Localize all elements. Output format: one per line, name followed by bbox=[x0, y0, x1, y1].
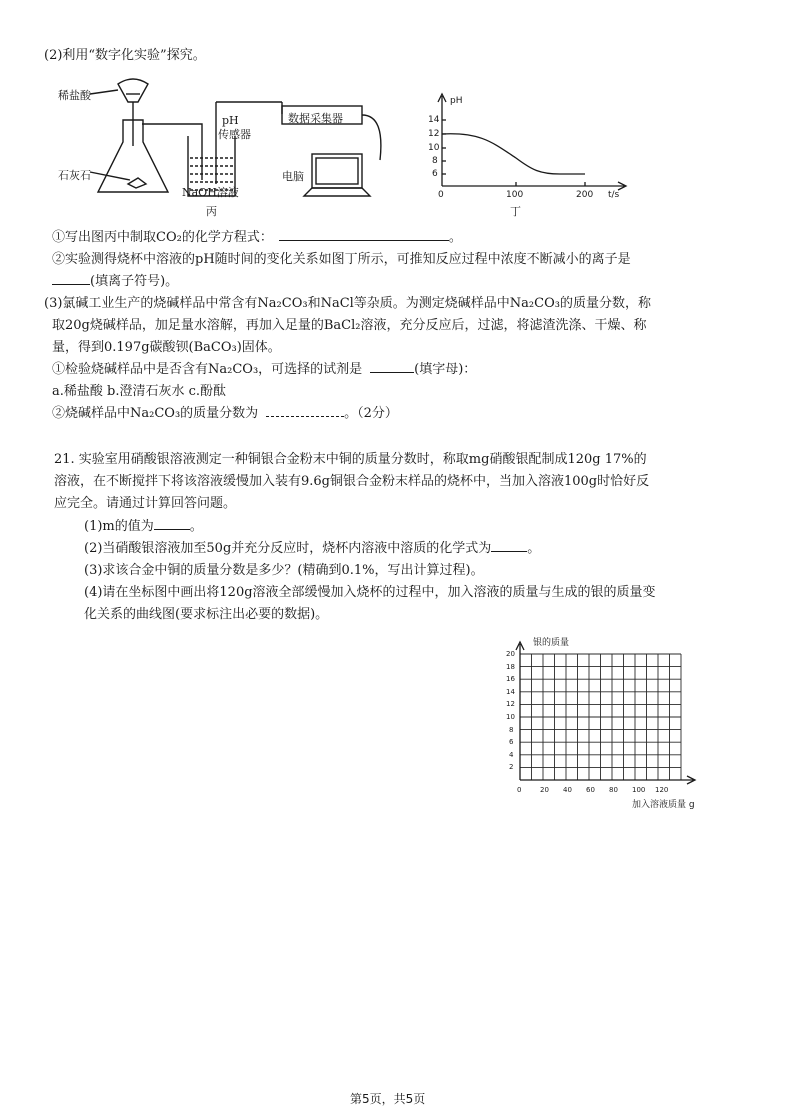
section2-q2-line2 bbox=[52, 274, 178, 290]
grid-chart-xlabel: 加入溶液质量 g bbox=[632, 800, 695, 810]
acid-label: 稀盐酸 bbox=[58, 89, 91, 102]
page-footer: 第5页，共5页 bbox=[350, 1092, 426, 1106]
section3-q1-tail: (填字母)： bbox=[414, 362, 477, 377]
grid-y-tick: 12 bbox=[506, 700, 515, 709]
grid-y-tick: 20 bbox=[506, 650, 515, 658]
q21-line1: 21. 实验室用硝酸银溶液测定一种铜银合金粉末中铜的质量分数时，称取mg硝酸银配制成120g 17%的 bbox=[54, 452, 647, 467]
figure-d-label: 丁 bbox=[510, 205, 521, 218]
q21-line2: 溶液，在不断搅拌下将该溶液缓慢加入装有9.6g铜银合金粉末样品的烧杯中，当加入溶液100g时恰好反 bbox=[54, 474, 650, 489]
grid-x-tick: 80 bbox=[609, 786, 618, 794]
grid-x-tick: 100 bbox=[632, 786, 646, 794]
section3-line1: (3)氯碱工业生产的烧碱样品中常含有Na₂CO₃和NaCl等杂质。为测定烧碱样品中Na₂CO₃的质量分数，称 bbox=[44, 296, 651, 311]
grid-y-tick: 18 bbox=[506, 662, 515, 671]
answer-blank[interactable] bbox=[279, 240, 449, 241]
q21-part4-line1: (4)请在坐标图中画出将120g溶液全部缓慢加入烧杯的过程中，加入溶液的质量与生成的银的质量变 bbox=[84, 585, 656, 600]
q21-part4-line2: 化关系的曲线图(要求标注出必要的数据)。 bbox=[84, 607, 329, 622]
grid-x-tick: 120 bbox=[655, 786, 669, 794]
section3-q1-text: ①检验烧碱样品中是否含有Na₂CO₃，可选择的试剂是 bbox=[52, 362, 363, 377]
separatory-funnel bbox=[118, 79, 148, 102]
grid-y-tick: 6 bbox=[509, 738, 514, 747]
ph-xtick-100: 100 bbox=[506, 190, 524, 200]
q21-part2-text: (2)当硝酸银溶液加至50g并充分反应时，烧杯内溶液中溶质的化学式为 bbox=[84, 541, 492, 556]
grid-chart bbox=[500, 640, 700, 800]
grid-y-tick: 14 bbox=[506, 687, 515, 696]
grid-chart-ylabel: 银的质量 bbox=[533, 638, 570, 648]
grid-y-tick: 4 bbox=[509, 750, 514, 759]
section3-q2-text: ②烧碱样品中Na₂CO₃的质量分数为 bbox=[52, 406, 259, 421]
ph-graph-xlabel: t/s bbox=[608, 190, 620, 200]
answer-blank[interactable] bbox=[154, 529, 190, 530]
grid-x-tick: 20 bbox=[540, 786, 549, 794]
q21-part2: (2)当硝酸银溶液加至50g并充分反应时，烧杯内溶液中溶质的化学式为 。 bbox=[84, 541, 541, 556]
ph-graph-ylabel: pH bbox=[450, 96, 463, 106]
section2-q1: ①写出图丙中制取CO₂的化学方程式： 。 bbox=[52, 230, 462, 245]
limestone-label: 石灰石 bbox=[58, 169, 91, 182]
q21-part1-text: (1)m的值为 bbox=[84, 519, 154, 534]
section2-q1-text: ①写出图丙中制取CO₂的化学方程式： bbox=[52, 230, 273, 245]
ph-graph bbox=[420, 90, 630, 220]
ph-tick-12: 12 bbox=[428, 129, 440, 139]
section2-q2-line1: ②实验测得烧杯中溶液的pH随时间的变化关系如图丁所示，可推知反应过程中浓度不断减小的离子是 bbox=[52, 252, 631, 267]
section3-q2 bbox=[52, 406, 398, 422]
sensor-label-ph: pH bbox=[222, 114, 239, 127]
ph-tick-6: 6 bbox=[432, 169, 438, 179]
figure-c-label: 丙 bbox=[206, 205, 217, 218]
grid-x-tick: 0 bbox=[517, 786, 522, 794]
collector-label: 数据采集器 bbox=[288, 112, 343, 125]
grid-x-tick: 60 bbox=[586, 786, 595, 794]
ph-xtick-200: 200 bbox=[576, 190, 594, 200]
ph-tick-14: 14 bbox=[428, 115, 440, 125]
grid-y-tick: 16 bbox=[506, 675, 515, 684]
ph-curve bbox=[442, 134, 585, 174]
answer-blank[interactable] bbox=[370, 372, 414, 373]
solution-label: NaOH溶液 bbox=[182, 186, 239, 199]
ph-tick-8: 8 bbox=[432, 156, 438, 166]
answer-blank[interactable] bbox=[266, 416, 344, 417]
apparatus-diagram bbox=[50, 72, 440, 222]
section3-q1 bbox=[52, 362, 476, 378]
grid-y-tick: 8 bbox=[509, 725, 514, 734]
section2-title: (2)利用“数字化实验”探究。 bbox=[44, 48, 206, 63]
sensor-label: 传感器 bbox=[218, 128, 251, 141]
grid-y-tick: 10 bbox=[506, 713, 515, 721]
section3-line2: 取20g烧碱样品，加足量水溶解，再加入足量的BaCl₂溶液，充分反应后，过滤，将滤渣洗涤、干燥、称 bbox=[52, 318, 647, 333]
grid-x-tick: 40 bbox=[563, 786, 572, 794]
section3-q2-tail: 。（2分） bbox=[344, 406, 398, 421]
section2-q2-tail: (填离子符号)。 bbox=[90, 274, 179, 289]
q21-part3: (3)求该合金中铜的质量分数是多少？(精确到0.1%，写出计算过程)。 bbox=[84, 563, 484, 578]
ph-tick-10: 10 bbox=[428, 143, 440, 153]
grid-y-tick: 2 bbox=[509, 763, 514, 772]
answer-blank[interactable] bbox=[491, 551, 527, 552]
q21-line3: 应完全。请通过计算回答问题。 bbox=[54, 496, 237, 511]
q21-part1: (1)m的值为 。 bbox=[84, 519, 203, 534]
answer-blank[interactable] bbox=[52, 284, 90, 285]
section3-line3: 量，得到0.197g碳酸钡(BaCO₃)固体。 bbox=[52, 340, 281, 355]
computer-label: 电脑 bbox=[282, 170, 304, 183]
section3-options: a.稀盐酸 b.澄清石灰水 c.酚酞 bbox=[52, 384, 227, 399]
ph-xtick-0: 0 bbox=[438, 190, 444, 200]
